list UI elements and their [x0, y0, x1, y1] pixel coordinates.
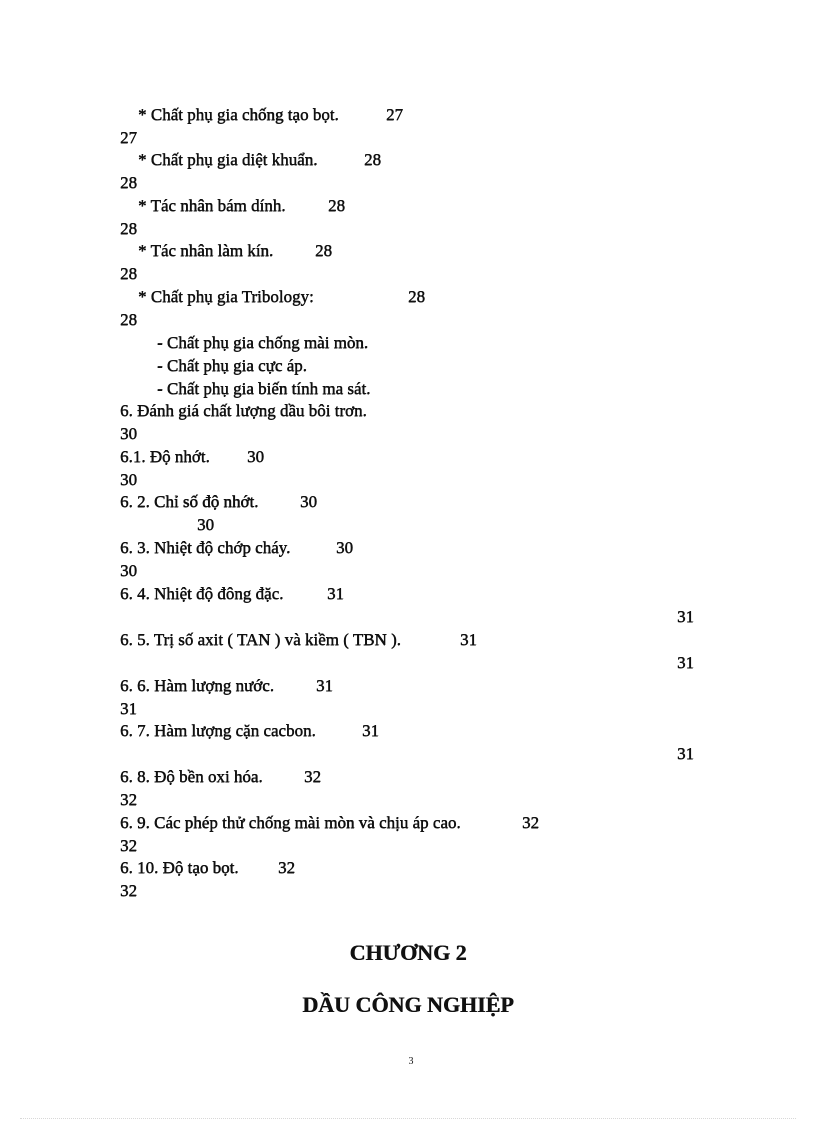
toc-entry-text: 6. 6. Hàm lượng nước. — [120, 676, 274, 695]
toc-entry-page-continued: 32 — [120, 881, 137, 900]
toc-entry-page-continued: 28 — [120, 310, 137, 329]
toc-entry-page: 31 — [460, 630, 477, 649]
toc-entry-page-continued: 31 — [677, 653, 694, 672]
toc-entry-text: 6. 2. Chỉ số độ nhớt. — [120, 492, 259, 511]
toc-entry-page: 32 — [522, 813, 539, 832]
toc-entry-page-continued: 30 — [120, 561, 137, 580]
toc-entry-text: 6. 7. Hàm lượng cặn cacbon. — [120, 721, 316, 740]
toc-entry-page: 30 — [336, 538, 353, 557]
toc-entry-text: * Chất phụ gia chống tạo bọt. — [138, 105, 339, 124]
toc-entry-page-continued: 32 — [120, 790, 137, 809]
chapter-title: DẦU CÔNG NGHIỆP — [302, 992, 514, 1017]
toc-entry-page-continued: 28 — [120, 219, 137, 238]
chapter-number: CHƯƠNG 2 — [349, 940, 467, 965]
toc-entry-page: 31 — [362, 721, 379, 740]
toc-entry-page-continued: 31 — [677, 607, 694, 626]
toc-entry-page: 28 — [364, 150, 381, 169]
toc-entry-page-continued: 30 — [120, 424, 137, 443]
toc-entry-text: 6. 8. Độ bền oxi hóa. — [120, 767, 263, 786]
toc-entry-page-continued: 30 — [120, 470, 137, 489]
toc-entry-text: 6.1. Độ nhớt. — [120, 447, 210, 466]
toc-entry-page: 32 — [278, 858, 295, 877]
toc-entry-text: 6. 4. Nhiệt độ đông đặc. — [120, 584, 284, 603]
toc-entry-text: 6. 10. Độ tạo bọt. — [120, 858, 239, 877]
toc-entry-page: 27 — [386, 105, 403, 124]
toc-entry-text: 6. 3. Nhiệt độ chớp cháy. — [120, 538, 291, 557]
toc-entry-page-continued: 30 — [197, 515, 214, 534]
toc-entry-text: * Chất phụ gia Tribology: — [138, 287, 314, 306]
toc-entry-page-continued: 28 — [120, 264, 137, 283]
page-number: 3 — [408, 1056, 414, 1067]
toc-entry-text: 6. 5. Trị số axit ( TAN ) và kiềm ( TBN ). — [120, 630, 401, 649]
toc-entry-page: 28 — [315, 241, 332, 260]
toc-entry-page: 28 — [408, 287, 425, 306]
toc-entry-page-continued: 31 — [120, 699, 137, 718]
toc-entry-page-continued: 31 — [677, 744, 694, 763]
toc-entry-page-continued: 27 — [120, 128, 137, 147]
toc-entry-page: 30 — [300, 492, 317, 511]
toc-entry-text: 6. 9. Các phép thử chống mài mòn và chịu áp cao. — [120, 813, 461, 832]
toc-entry-page-continued: 28 — [120, 173, 137, 192]
toc-entry-page: 31 — [316, 676, 333, 695]
toc-entry-text: - Chất phụ gia chống mài mòn. — [157, 333, 369, 352]
toc-entry-page: 28 — [328, 196, 345, 215]
footer-divider — [20, 1118, 796, 1119]
toc-entry-page: 31 — [327, 584, 344, 603]
toc-entry-text: 6. Đánh giá chất lượng dầu bôi trơn. — [120, 401, 367, 420]
toc-entry-text: * Tác nhân bám dính. — [138, 196, 286, 215]
toc-entry-page-continued: 32 — [120, 836, 137, 855]
toc-entry-text: * Chất phụ gia diệt khuẩn. — [138, 150, 318, 169]
toc-entry-page: 32 — [304, 767, 321, 786]
toc-entry-text: - Chất phụ gia cực áp. — [157, 356, 307, 375]
toc-entry-text: - Chất phụ gia biến tính ma sát. — [157, 379, 371, 398]
toc-entry-text: * Tác nhân làm kín. — [138, 241, 274, 260]
toc-entry-page: 30 — [247, 447, 264, 466]
